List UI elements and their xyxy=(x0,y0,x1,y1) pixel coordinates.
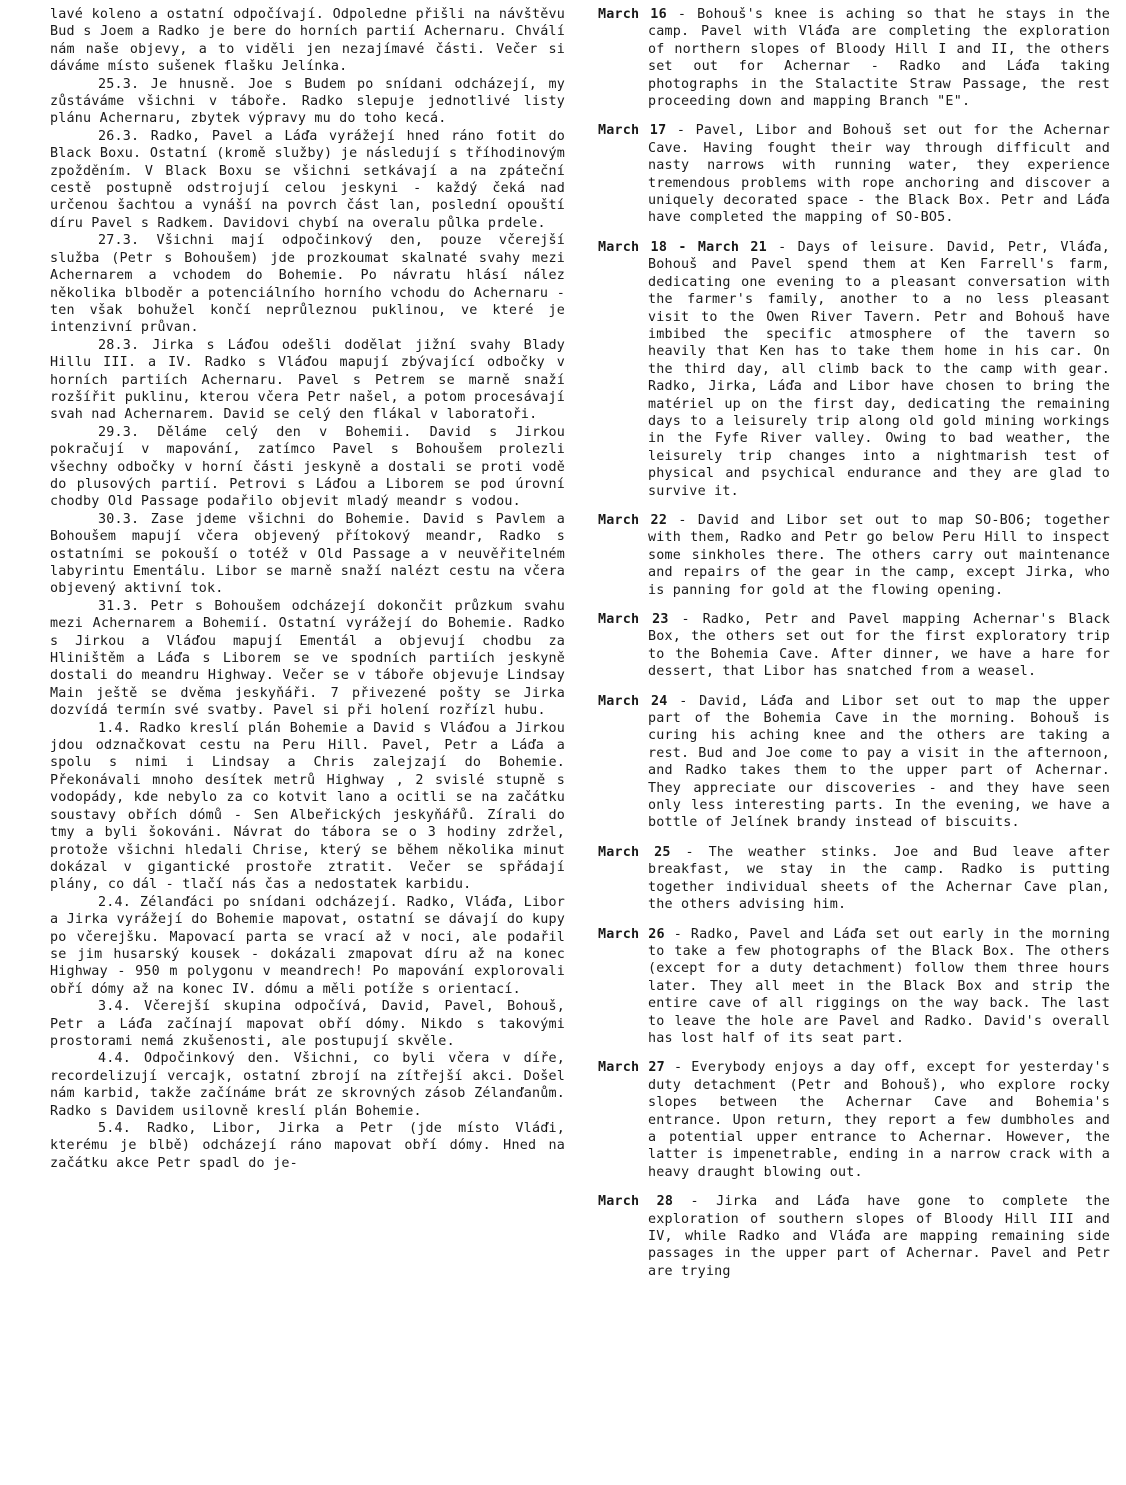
diary-entry xyxy=(598,611,1110,681)
entry-date: March 27 xyxy=(598,1060,665,1076)
diary-entry xyxy=(598,844,1110,914)
entry-date: March 17 xyxy=(598,123,667,139)
diary-paragraph: 29.3. Děláme celý den v Bohemii. David s Jirkou pokračují v mapování, zatímco Pavel s Bohoušem prolezli všechny odbočky v horní části jeskyně a dostali se proti vodě do plusových partií. Petrovi s Láďou a Liborem se pod úrovní chodby Old Passage podařilo objevit mladý meandr s vodou. xyxy=(50,424,565,510)
entry-date: March 24 xyxy=(598,693,668,709)
entry-date: March 25 xyxy=(598,844,671,860)
entry-text: - Bohouš's knee is aching so that he stays in the camp. Pavel with Vláďa are completing the exploration of northern slopes of Bloody Hill I and II, the others set out for Achernar - Radko and Láďa taking photographs in the Stalactite Straw Passage, the rest proceeding down and mapping Branch "E". xyxy=(648,7,1110,110)
entry-text: - Jirka and Láďa have gone to complete the exploration of southern slopes of Bloody Hill III and IV, while Radko and Vláďa are mapping remaining side passages in the upper part of Achernar. Pavel and Petr are trying xyxy=(648,1194,1110,1279)
diary-paragraph: 25.3. Je hnusně. Joe s Budem po snídani odcházejí, my zůstáváme všichni v táboře. Radko slepuje jednotlivé listy plánu Achernaru, zbytek výpravy mu do toho kecá. xyxy=(50,76,565,127)
entry-text: - Pavel, Libor and Bohouš set out for the Achernar Cave. Having fought their way through difficult and nasty narrows with running water, they experience tremendous problems with rope anchoring and discover a uniquely decorated space - the Black Box. Petr and Láďa have completed the mapping of SO-BO5. xyxy=(648,123,1110,226)
english-diary-column xyxy=(598,6,1110,1292)
diary-paragraph: 27.3. Všichni mají odpočinkový den, pouze včerejší služba (Petr s Bohoušem) jde prozkoumat skalnaté svahy mezi Achernarem a vchodem do Bohemie. Po návratu hlásí nález několika blboděr a potenciálního horního vchodu do Achernaru - ten však bohužel končí neprůleznou puklinou, ve které je intenzivní průvan. xyxy=(50,233,565,336)
diary-entry xyxy=(598,1059,1110,1181)
diary-paragraph: 31.3. Petr s Bohoušem odcházejí dokončit průzkum svahu mezi Achernarem a Bohemií. Ostatní vyrážejí do Bohemie. Radko s Jirkou a Vláďou mapují Ementál a objevují chodbu za Hliništěm a Láďa s Liborem se ve spodních partiích jeskyně dostali do meandru Highway. Večer se v táboře objevuje Lindsay Main ještě se dvěma jeskyňáři. 7 přivezené pošty se Jirka dozvídá termín své svatby. Pavel si při holení rozřízl hubu. xyxy=(50,598,565,719)
diary-entry xyxy=(598,239,1110,500)
diary-paragraph: 1.4. Radko kreslí plán Bohemie a David s Vláďou a Jirkou jdou odznačkovat cestu na Peru Hill. Pavel, Petr a Láďa a spolu s nimi i Lindsay a Chris zalejzají do Bohemie. Překonávali mnoho desítek metrů Highway , 2 svislé stupně s vodopády, kde nebylo za co kotvit lano a ocitli se na začátku soustavy obřích dómů - Sen Albeřických jeskyňářů. Zírali do tmy a byli šokováni. Návrat do tábora se o 3 hodiny zdržel, protože všichni hledali Chrise, který se během několika minut dokázal v gigantické prostoře ztratit. Večer se spřádají plány, co dál - tlačí nás čas a nedostatek karbidu. xyxy=(50,720,565,893)
diary-paragraph: 2.4. Zélanďáci po snídani odcházejí. Radko, Vláďa, Libor a Jirka vyrážejí do Bohemie mapovat, ostatní se dávají do kupy po včerejšku. Mapovací parta se vrací až v noci, ale podařil se jim husarský kousek - dokázali zmapovat díru až na konec Highway - 950 m polygonu v meandrech! Po mapování explorovali obří dómy až na konec IV. dómu a měli potíže s orientací. xyxy=(50,894,565,997)
entry-date: March 26 xyxy=(598,926,665,942)
entry-text: - David, Láďa and Libor set out to map the upper part of the Bohemia Cave in the morning. Bohouš is curing his aching knee and the others are taking a rest. Bud and Joe come to pay a visit in the afternoon, and Radko takes them to the upper part of Achernar. They appreciate our discoveries - and they have seen only less interesting parts. In the evening, we have a bottle of Jelínek brandy instead of biscuits. xyxy=(648,693,1110,831)
czech-diary-column xyxy=(50,6,565,1172)
diary-paragraph: 28.3. Jirka s Láďou odešli dodělat jižní svahy Blady Hillu III. a IV. Radko s Vláďou mapují zbývající odbočky v horních partiích Achernaru. Pavel s Petrem se marně snaží rozšířit puklinu, kterou včera Petr našel, a potom procesávají svah nad Achernarem. David se celý den flákal v laboratoři. xyxy=(50,337,565,423)
entry-text: - Everybody enjoys a day off, except for yesterday's duty detachment (Petr and Bohouš), who explore rocky slopes between the Achernar Cave and Bohemia's entrance. Upon return, they report a few dumbholes and a potential upper entrance to Achernar. However, the latter is impenetrable, ending in a narrow crack with a heavy draught blowing out. xyxy=(648,1060,1110,1180)
diary-paragraph: 4.4. Odpočinkový den. Všichni, co byli včera v díře, recordelizují vercajk, ostatní zbrojí na zítřejší akci. Došel nám karbid, takže začínáme brát ze skrovných zásob Zélanďanům. Radko s Davidem usilovně kreslí plán Bohemie. xyxy=(50,1051,565,1119)
entry-date: March 18 - March 21 xyxy=(598,239,767,255)
entry-date: March 16 xyxy=(598,7,667,22)
entry-text: - Radko, Petr and Pavel mapping Achernar's Black Box, the others set out for the first exploratory trip to the Bohemia Cave. After dinner, we have a hare for dessert, that Libor has snatched from a weasel. xyxy=(648,612,1110,680)
entry-text: - The weather stinks. Joe and Bud leave after breakfast, we stay in the camp. Radko is putting together individual sheets of the Achernar Cave plan, the others advising him. xyxy=(648,844,1110,913)
diary-paragraph: lavé koleno a ostatní odpočívají. Odpoledne přišli na návštěvu Bud s Joem a Radko je bere do horních partií Achernaru. Chválí nám naše objevy, a to viděli jen nezajímavé části. Večer si dáváme místo sušenek flašku Jelínka. xyxy=(50,7,565,75)
diary-entry xyxy=(598,512,1110,599)
diary-paragraph: 5.4. Radko, Libor, Jirka a Petr (jde místo Vláďi, kterému je blbě) odcházejí ráno mapovat obří dómy. Hned na začátku akce Petr spadl do je- xyxy=(50,1121,565,1171)
diary-entry xyxy=(598,693,1110,832)
entry-text: - David and Libor set out to map SO-BO6; together with them, Radko and Petr go below Peru Hill to inspect some sinkholes there. The others carry out maintenance and repairs of the gear in the camp, except Jirka, who is panning for gold at the flowing opening. xyxy=(648,512,1110,598)
diary-entry xyxy=(598,6,1110,110)
diary-entry xyxy=(598,1193,1110,1280)
entry-date: March 28 xyxy=(598,1194,674,1210)
entry-date: March 23 xyxy=(598,612,669,627)
diary-paragraph: 30.3. Zase jdeme všichni do Bohemie. David s Pavlem a Bohoušem mapují včera objevený přítokový meandr, Radko s ostatními se pokouší o totéž v Old Passage a v neuvěřitelném labyrintu Ementálu. Libor se marně snaží nalézt cestu na včera objevený aktivní tok. xyxy=(50,511,565,597)
diary-entry xyxy=(598,122,1110,226)
entry-date: March 22 xyxy=(598,512,668,528)
entry-text: - Days of leisure. David, Petr, Vláďa, Bohouš and Pavel spend them at Ken Farrell's farm, dedicating one evening to a pleasant conversation with the farmer's family, another to a no less pleasant visit to the Owen River Tavern. Petr and Bohouš have imbibed the specific atmosphere of the tavern so heavily that Ken has to take them home in his car. On the third day, all climb back to the camp with gear. Radko, Jirka, Láďa and Libor have chosen to bring the matériel up on the first day, dedicating the remaining days to a leisurely trip along old gold mining workings in the Fyfe River valley. Owing to bad weather, the leisurely trip changes into a nightmarish test of physical and psychical endurance and they are glad to survive it. xyxy=(648,239,1110,499)
entry-text: - Radko, Pavel and Láďa set out early in the morning to take a few photographs of the Black Box. The others (except for a duty detachment) follow them three hours later. They all meet in the Black Box and strip the entire cave of all riggings on the way back. The last to leave the hole are Pavel and Radko. David's overall has lost half of its seat part. xyxy=(648,926,1110,1046)
diary-paragraph: 26.3. Radko, Pavel a Láďa vyrážejí hned ráno fotit do Black Boxu. Ostatní (kromě služby) je následují s tříhodinovým zpožděním. V Black Boxu se všichni setkávají a na zpáteční cestě postupně odstrojují celou jeskyni - každý čeká nad určenou šachtou a vynáší na povrch část lan, poslední opouští díru Pavel s Radkem. Davidovi chybí na overalu půlka prdele. xyxy=(50,128,565,231)
diary-paragraph: 3.4. Včerejší skupina odpočívá, David, Pavel, Bohouš, Petr a Láďa začínají mapovat obří dómy. Nikdo s takovými prostorami nemá zkušenosti, ale postupují skvěle. xyxy=(50,999,565,1049)
diary-entry xyxy=(598,926,1110,1048)
